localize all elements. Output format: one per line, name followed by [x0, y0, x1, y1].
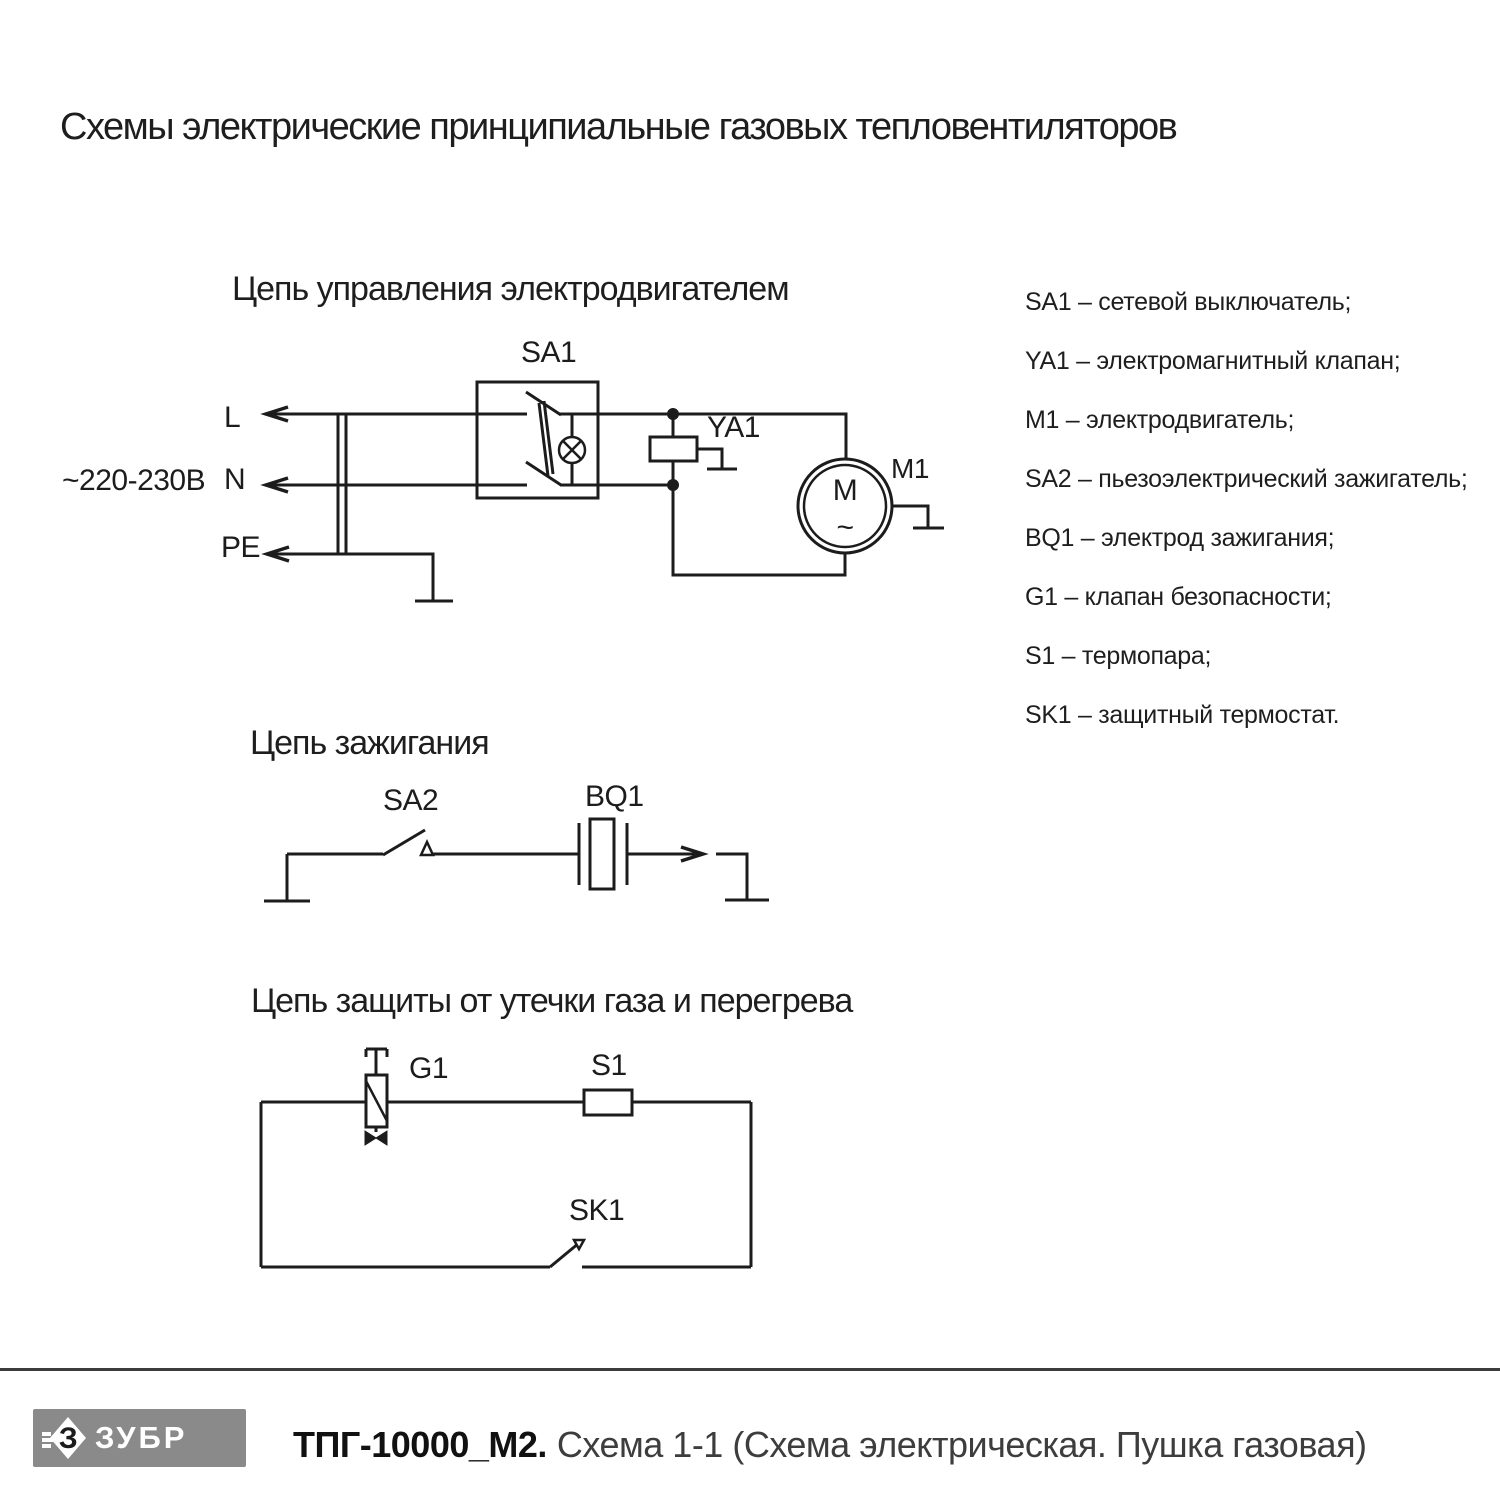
- line-pe-label: PE: [221, 531, 261, 564]
- footer-caption: [293, 1424, 1367, 1466]
- s1-thermocouple-body: [584, 1090, 632, 1115]
- legend-item-sa1: SA1 – сетевой выключатель;: [1025, 288, 1352, 316]
- circuit3-title: Цепь защиты от утечки газа и перегрева: [251, 982, 853, 1020]
- sa2-label: SA2: [383, 784, 439, 817]
- legend-item-sa2: SA2 – пьезоэлектрический зажигатель;: [1025, 465, 1468, 493]
- supply-label: ~220-230В: [62, 464, 206, 497]
- line-l-label: L: [224, 401, 241, 434]
- line-n-label: N: [224, 463, 246, 496]
- sk1-switch-blade: [550, 1243, 579, 1267]
- legend-item-bq1: BQ1 – электрод зажигания;: [1025, 524, 1335, 552]
- motor-ac-symbol: ~: [836, 511, 854, 544]
- ignition-circuit-diagram: [220, 770, 820, 920]
- loop-verticals: [261, 1102, 751, 1267]
- junction-dot: [667, 408, 679, 420]
- motor-control-circuit-diagram: [0, 330, 1000, 620]
- circuit1-title: Цепь управления электродвигателем: [232, 270, 789, 308]
- m1-label: M1: [891, 453, 929, 484]
- g1-valve-bowtie-icon: [376, 1131, 387, 1145]
- g1-armature-icon: [366, 1049, 387, 1075]
- ya1-label: YA1: [707, 411, 760, 444]
- scheme-caption: Схема 1-1 (Схема электрическая. Пушка газовая): [556, 1424, 1367, 1465]
- s1-label: S1: [591, 1049, 627, 1082]
- protection-circuit-diagram: [240, 1030, 800, 1290]
- legend-item-g1: G1 – клапан безопасности;: [1025, 583, 1332, 611]
- brand-name: ЗУБР: [95, 1420, 188, 1455]
- page-title: Схемы электрические принципиальные газовых тепловентиляторов: [60, 106, 1177, 148]
- sa2-switch-blade: [383, 830, 425, 855]
- brand-logo: [33, 1409, 246, 1467]
- sk1-label: SK1: [569, 1194, 625, 1227]
- model-number: ТПГ-10000_М2.: [293, 1424, 547, 1465]
- right-ground-icon: [716, 854, 769, 900]
- left-ground-icon: [264, 854, 383, 901]
- footer-divider: [0, 1368, 1500, 1371]
- g1-valve-bowtie-icon: [365, 1131, 376, 1145]
- sa2-actuator-icon: [421, 842, 433, 855]
- legend-item-m1: M1 – электродвигатель;: [1025, 406, 1295, 434]
- g1-label: G1: [409, 1052, 449, 1085]
- circuit2-wires: [264, 823, 769, 901]
- sa1-label: SA1: [521, 336, 577, 369]
- legend: [1025, 288, 1485, 760]
- circuit3-wires: [261, 1049, 751, 1267]
- motor-ground-icon: [892, 506, 944, 528]
- junction-dot: [667, 479, 679, 491]
- ya1-coil: [650, 437, 697, 461]
- legend-item-sk1: SK1 – защитный термостат.: [1025, 701, 1340, 729]
- legend-item-ya1: YA1 – электромагнитный клапан;: [1025, 347, 1401, 375]
- bq1-label: BQ1: [585, 780, 644, 813]
- zubr-logo-icon: [41, 1416, 87, 1460]
- bq1-electrode-body: [590, 819, 614, 889]
- svg-text:З: З: [58, 1422, 78, 1455]
- legend-item-s1: S1 – термопара;: [1025, 642, 1212, 670]
- line-pe-wire: [267, 554, 453, 601]
- motor-letter: M: [832, 474, 858, 507]
- circuit2-title: Цепь зажигания: [250, 724, 489, 762]
- sa1-switch-blades: [526, 392, 561, 485]
- indicator-lamp-icon: [559, 437, 585, 463]
- ya1-ground-icon: [697, 449, 737, 469]
